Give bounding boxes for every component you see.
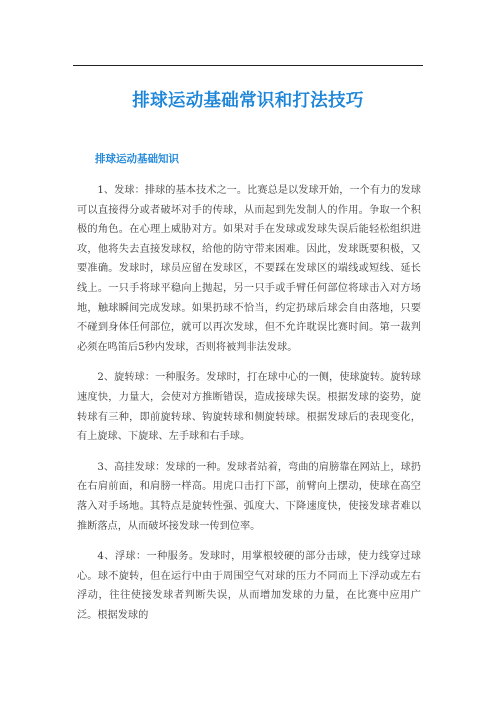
document-body	[77, 181, 421, 636]
paragraph-high-serve: 3、高挂发球：发球的一种。发球者站着，弯曲的肩膀靠在网站上，球扔在右肩前面，和肩膀一样高。用虎口击打下部，前臂向上摆动，使球在高空落入对手场地。其特点是旋转性强、弧度大、下降速度快，使接发球者难以推断落点，从而破坏接发球一传到位率。	[77, 461, 421, 532]
paragraph-serve: 1、发球：排球的基本技术之一。比赛总是以发球开始，一个有力的发球可以直接得分或者破坏对手的传球，从而起到先发制人的作用。争取一个积极的角色。在心理上威胁对方。如果对手在发球或发球失误后能轻松组织进攻，他将失去直接发球权，给他的防守带来困难。因此，发球既要积极，又要准确。发球时，球员应留在发球区，不要踩在发球区的端线或短线、延长线上。一只手将球平稳向上抛起，另一只手或手臂任何部位将球击入对方场地，触球瞬间完成发球。如果扔球不恰当，约定扔球后球会自由落地，只要不碰到身体任何部位，就可以再次发球，但不允许耽误比赛时间。第一裁判必须在鸣笛后5秒内发球，否则将被判非法发球。	[77, 185, 421, 353]
section-heading: 排球运动基础知识	[95, 153, 179, 165]
header-rule	[73, 65, 423, 66]
paragraph-float-serve: 4、浮球：一种服务。发球时，用掌根较硬的部分击球，使力线穿过球心。球不旋转，但在运行中由于周围空气对球的压力不同而上下浮动或左右浮动，往往使接发球者判断失误，从而增加发球的力量，在比赛中应用广泛。根据发球的	[77, 551, 421, 621]
document-title: 排球运动基础常识和打法技巧	[132, 91, 364, 111]
paragraph-spin-serve: 2、旋转球：一种服务。发球时，打在球中心的一侧，使球旋转。旋转球速度快，力量大，会使对方推断错误，造成接球失误。根据发球的姿势，旋转球有三种，即前旋转球、钩旋转球和侧旋转球。根据发球后的表现变化，有上旋球、下旋球、左手球和右手球。	[77, 372, 421, 443]
